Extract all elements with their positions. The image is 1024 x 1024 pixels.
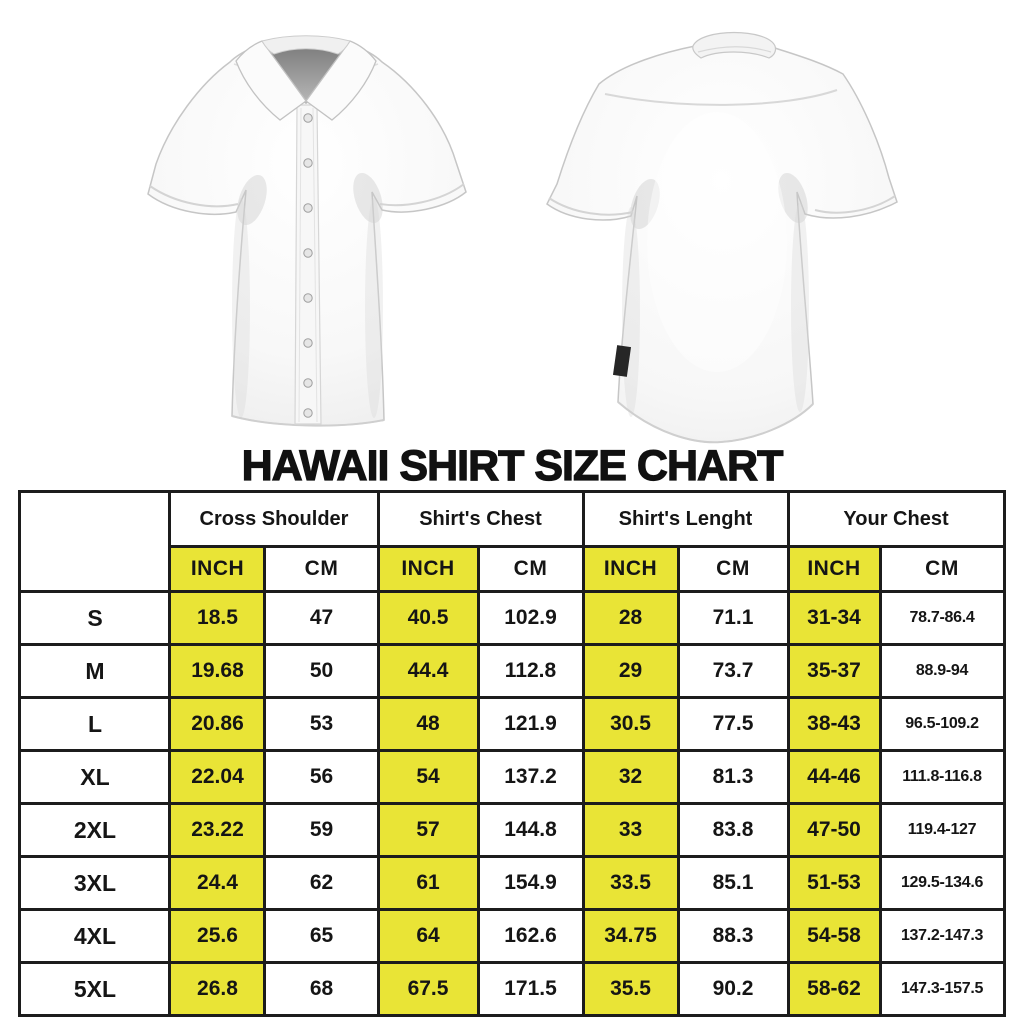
- cell-shirts-lenght-cm: 73.7: [678, 645, 788, 698]
- cell-shirts-lenght-cm: 71.1: [678, 592, 788, 645]
- cell-cross-shoulder-inch: 20.86: [170, 698, 265, 751]
- cell-shirts-lenght-inch: 34.75: [583, 910, 678, 963]
- unit-header-inch: INCH: [170, 547, 265, 592]
- cell-your-chest-inch: 58-62: [788, 963, 880, 1016]
- size-label: S: [20, 592, 170, 645]
- cell-shirts-lenght-cm: 81.3: [678, 751, 788, 804]
- cell-cross-shoulder-inch: 25.6: [170, 910, 265, 963]
- cell-cross-shoulder-cm: 47: [265, 592, 378, 645]
- cell-your-chest-cm: 137.2-147.3: [880, 910, 1004, 963]
- cell-shirts-lenght-cm: 88.3: [678, 910, 788, 963]
- cell-your-chest-inch: 35-37: [788, 645, 880, 698]
- cell-cross-shoulder-cm: 59: [265, 804, 378, 857]
- size-row-2xl: [20, 804, 1004, 857]
- size-row-xl: [20, 751, 1004, 804]
- shirt-back-illustration: [545, 12, 901, 444]
- size-row-l: [20, 698, 1004, 751]
- size-label: L: [20, 698, 170, 751]
- size-row-3xl: [20, 857, 1004, 910]
- size-row-4xl: [20, 910, 1004, 963]
- cell-cross-shoulder-inch: 24.4: [170, 857, 265, 910]
- column-group-shirts-chest: Shirt's Chest: [378, 492, 583, 547]
- cell-shirts-lenght-cm: 77.5: [678, 698, 788, 751]
- cell-shirts-chest-cm: 121.9: [478, 698, 583, 751]
- unit-header-cm: CM: [880, 547, 1004, 592]
- cell-shirts-chest-inch: 44.4: [378, 645, 478, 698]
- unit-header-cm: CM: [265, 547, 378, 592]
- cell-shirts-chest-inch: 67.5: [378, 963, 478, 1016]
- cell-your-chest-cm: 96.5-109.2: [880, 698, 1004, 751]
- cell-shirts-lenght-inch: 35.5: [583, 963, 678, 1016]
- product-photos: [0, 0, 1024, 444]
- cell-shirts-chest-cm: 102.9: [478, 592, 583, 645]
- cell-shirts-lenght-inch: 33.5: [583, 857, 678, 910]
- cell-cross-shoulder-inch: 23.22: [170, 804, 265, 857]
- cell-cross-shoulder-cm: 62: [265, 857, 378, 910]
- cell-shirts-lenght-inch: 30.5: [583, 698, 678, 751]
- cell-your-chest-inch: 38-43: [788, 698, 880, 751]
- cell-shirts-lenght-inch: 29: [583, 645, 678, 698]
- cell-your-chest-cm: 119.4-127: [880, 804, 1004, 857]
- cell-your-chest-cm: 88.9-94: [880, 645, 1004, 698]
- cell-shirts-chest-cm: 162.6: [478, 910, 583, 963]
- cell-shirts-chest-inch: 54: [378, 751, 478, 804]
- column-group-cross-shoulder: Cross Shoulder: [170, 492, 378, 547]
- cell-cross-shoulder-cm: 50: [265, 645, 378, 698]
- size-label: 5XL: [20, 963, 170, 1016]
- cell-your-chest-inch: 51-53: [788, 857, 880, 910]
- cell-cross-shoulder-inch: 26.8: [170, 963, 265, 1016]
- unit-header-cm: CM: [478, 547, 583, 592]
- corner-cell: [20, 492, 170, 592]
- cell-cross-shoulder-inch: 18.5: [170, 592, 265, 645]
- cell-shirts-chest-inch: 61: [378, 857, 478, 910]
- column-group-your-chest: Your Chest: [788, 492, 1004, 547]
- cell-shirts-lenght-cm: 83.8: [678, 804, 788, 857]
- size-label: 3XL: [20, 857, 170, 910]
- size-chart-table: [18, 490, 1005, 1017]
- cell-cross-shoulder-cm: 68: [265, 963, 378, 1016]
- cell-your-chest-inch: 47-50: [788, 804, 880, 857]
- cell-your-chest-cm: 78.7-86.4: [880, 592, 1004, 645]
- cell-cross-shoulder-cm: 56: [265, 751, 378, 804]
- cell-shirts-lenght-inch: 28: [583, 592, 678, 645]
- cell-shirts-lenght-inch: 32: [583, 751, 678, 804]
- size-row-s: [20, 592, 1004, 645]
- cell-shirts-chest-inch: 64: [378, 910, 478, 963]
- cell-shirts-chest-cm: 154.9: [478, 857, 583, 910]
- cell-cross-shoulder-cm: 65: [265, 910, 378, 963]
- cell-your-chest-inch: 54-58: [788, 910, 880, 963]
- group-header-row: [20, 492, 1004, 547]
- cell-your-chest-inch: 44-46: [788, 751, 880, 804]
- cell-shirts-lenght-inch: 33: [583, 804, 678, 857]
- cell-shirts-chest-inch: 40.5: [378, 592, 478, 645]
- unit-header-cm: CM: [678, 547, 788, 592]
- cell-shirts-lenght-cm: 90.2: [678, 963, 788, 1016]
- cell-shirts-chest-cm: 137.2: [478, 751, 583, 804]
- unit-header-inch: INCH: [788, 547, 880, 592]
- unit-header-inch: INCH: [378, 547, 478, 592]
- cell-shirts-chest-inch: 57: [378, 804, 478, 857]
- cell-cross-shoulder-cm: 53: [265, 698, 378, 751]
- cell-shirts-chest-cm: 144.8: [478, 804, 583, 857]
- column-group-shirts-lenght: Shirt's Lenght: [583, 492, 788, 547]
- cell-your-chest-cm: 147.3-157.5: [880, 963, 1004, 1016]
- size-row-m: [20, 645, 1004, 698]
- size-label: XL: [20, 751, 170, 804]
- cell-cross-shoulder-inch: 22.04: [170, 751, 265, 804]
- cell-your-chest-cm: 111.8-116.8: [880, 751, 1004, 804]
- cell-your-chest-cm: 129.5-134.6: [880, 857, 1004, 910]
- cell-shirts-lenght-cm: 85.1: [678, 857, 788, 910]
- size-table-body: [20, 592, 1004, 1016]
- cell-your-chest-inch: 31-34: [788, 592, 880, 645]
- cell-shirts-chest-inch: 48: [378, 698, 478, 751]
- unit-header-inch: INCH: [583, 547, 678, 592]
- shirt-front-illustration: [136, 8, 476, 440]
- cell-cross-shoulder-inch: 19.68: [170, 645, 265, 698]
- size-label: 2XL: [20, 804, 170, 857]
- size-label: M: [20, 645, 170, 698]
- cell-shirts-chest-cm: 171.5: [478, 963, 583, 1016]
- size-label: 4XL: [20, 910, 170, 963]
- cell-shirts-chest-cm: 112.8: [478, 645, 583, 698]
- size-row-5xl: [20, 963, 1004, 1016]
- page-title: HAWAII SHIRT SIZE CHART: [241, 442, 783, 490]
